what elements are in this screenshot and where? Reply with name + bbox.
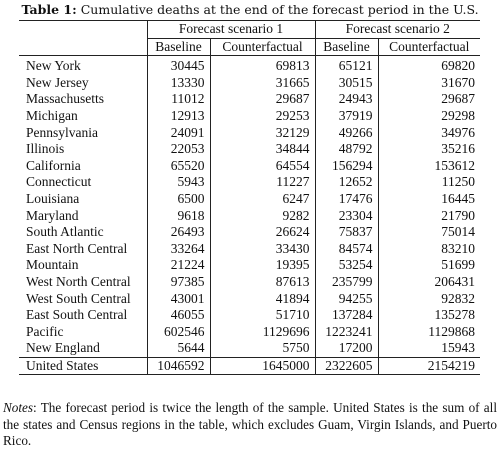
table-row [19, 174, 480, 191]
table-body [19, 56, 480, 358]
value-cell: 17476 [315, 191, 378, 208]
value-cell: 21224 [147, 257, 210, 274]
value-cell: 24091 [147, 125, 210, 142]
header-empty-cell [19, 38, 147, 56]
total-value-cell: 2322605 [315, 357, 378, 375]
value-cell: 46055 [147, 307, 210, 324]
notes-text: : The forecast period is twice the length of the sample. United States is the sum of all the states and Census regions in the table, which excludes Guam, Virgin Islands, and Puerto Rico. [3, 400, 497, 448]
value-cell: 65520 [147, 158, 210, 175]
region-cell: Mountain [26, 257, 79, 273]
region-cell: West South Central [26, 290, 131, 306]
value-cell: 29253 [210, 108, 315, 125]
region-cell: California [26, 157, 81, 173]
region-cell: Connecticut [26, 174, 92, 190]
value-cell: 41894 [210, 291, 315, 308]
region-cell: East North Central [26, 240, 128, 256]
table-row [19, 75, 480, 92]
region-cell: Michigan [26, 107, 78, 123]
value-cell: 30515 [315, 75, 378, 92]
value-cell: 69813 [210, 56, 315, 75]
value-cell: 5750 [210, 340, 315, 357]
value-cell: 31670 [378, 75, 480, 92]
value-cell: 75014 [378, 224, 480, 241]
region-cell: Massachusetts [26, 91, 104, 107]
value-cell: 43001 [147, 291, 210, 308]
region-cell: New England [26, 340, 100, 356]
value-cell: 1129696 [210, 324, 315, 341]
value-cell: 30445 [147, 56, 210, 75]
value-cell: 16445 [378, 191, 480, 208]
value-cell: 94255 [315, 291, 378, 308]
value-cell: 602546 [147, 324, 210, 341]
value-cell: 206431 [378, 274, 480, 291]
caption-text: Cumulative deaths at the end of the forecast period in the U.S. [80, 2, 479, 17]
value-cell: 29687 [210, 91, 315, 108]
value-cell: 23304 [315, 208, 378, 225]
table-row [19, 224, 480, 241]
table-row [19, 141, 480, 158]
value-cell: 64554 [210, 158, 315, 175]
table-row [19, 108, 480, 125]
value-cell: 6500 [147, 191, 210, 208]
value-cell: 53254 [315, 257, 378, 274]
value-cell: 11012 [147, 91, 210, 108]
sub-header-baseline-1: Baseline [147, 38, 210, 56]
value-cell: 92832 [378, 291, 480, 308]
region-cell: New York [26, 58, 81, 74]
value-cell: 135278 [378, 307, 480, 324]
value-cell: 83210 [378, 241, 480, 258]
value-cell: 29687 [378, 91, 480, 108]
table-row [19, 208, 480, 225]
total-row [19, 357, 480, 375]
table-row [19, 324, 480, 341]
sub-header-counterfactual-2: Counterfactual [378, 38, 480, 56]
value-cell: 156294 [315, 158, 378, 175]
region-cell: New Jersey [26, 74, 89, 90]
value-cell: 34976 [378, 125, 480, 142]
value-cell: 12913 [147, 108, 210, 125]
value-cell: 24943 [315, 91, 378, 108]
value-cell: 69820 [378, 56, 480, 75]
region-cell: Maryland [26, 207, 79, 223]
value-cell: 1223241 [315, 324, 378, 341]
value-cell: 11227 [210, 174, 315, 191]
value-cell: 34844 [210, 141, 315, 158]
value-cell: 22053 [147, 141, 210, 158]
total-value-cell: 1645000 [210, 357, 315, 375]
value-cell: 75837 [315, 224, 378, 241]
table-footer [19, 357, 480, 375]
table-row [19, 191, 480, 208]
region-cell: East South Central [26, 307, 128, 323]
region-cell: Illinois [26, 141, 65, 157]
value-cell: 87613 [210, 274, 315, 291]
table-row [19, 56, 480, 75]
table-row [19, 91, 480, 108]
table-row [19, 340, 480, 357]
value-cell: 13330 [147, 75, 210, 92]
value-cell: 153612 [378, 158, 480, 175]
deaths-table [19, 20, 480, 375]
notes-label: Notes [3, 400, 34, 415]
value-cell: 235799 [315, 274, 378, 291]
value-cell: 21790 [378, 208, 480, 225]
table-row [19, 257, 480, 274]
value-cell: 6247 [210, 191, 315, 208]
total-value-cell: 1046592 [147, 357, 210, 375]
value-cell: 49266 [315, 125, 378, 142]
total-value-cell: 2154219 [378, 357, 480, 375]
sub-header-baseline-2: Baseline [315, 38, 378, 56]
value-cell: 9618 [147, 208, 210, 225]
region-cell: Pennsylvania [26, 124, 98, 140]
region-cell: West North Central [26, 273, 131, 289]
value-cell: 26624 [210, 224, 315, 241]
value-cell: 5943 [147, 174, 210, 191]
value-cell: 32129 [210, 125, 315, 142]
value-cell: 33264 [147, 241, 210, 258]
value-cell: 97385 [147, 274, 210, 291]
value-cell: 9282 [210, 208, 315, 225]
table-notes [3, 400, 497, 450]
value-cell: 51699 [378, 257, 480, 274]
header-empty-cell [19, 21, 147, 39]
total-region-cell: United States [26, 357, 99, 373]
value-cell: 84574 [315, 241, 378, 258]
value-cell: 35216 [378, 141, 480, 158]
region-cell: Louisiana [26, 190, 80, 206]
value-cell: 48792 [315, 141, 378, 158]
value-cell: 65121 [315, 56, 378, 75]
caption-label: Table 1: [21, 2, 77, 17]
value-cell: 19395 [210, 257, 315, 274]
value-cell: 17200 [315, 340, 378, 357]
table-row [19, 291, 480, 308]
value-cell: 12652 [315, 174, 378, 191]
sub-header-counterfactual-1: Counterfactual [210, 38, 315, 56]
table-row [19, 241, 480, 258]
value-cell: 33430 [210, 241, 315, 258]
value-cell: 11250 [378, 174, 480, 191]
sub-header-row [19, 38, 480, 56]
value-cell: 51710 [210, 307, 315, 324]
value-cell: 37919 [315, 108, 378, 125]
value-cell: 31665 [210, 75, 315, 92]
group-header-row [19, 21, 480, 39]
table-row [19, 158, 480, 175]
value-cell: 1129868 [378, 324, 480, 341]
value-cell: 26493 [147, 224, 210, 241]
group-header-scenario-2: Forecast scenario 2 [315, 21, 480, 39]
group-header-scenario-1: Forecast scenario 1 [147, 21, 315, 39]
value-cell: 137284 [315, 307, 378, 324]
table-caption [0, 2, 500, 18]
table-row [19, 307, 480, 324]
table-row [19, 274, 480, 291]
table-header [19, 21, 480, 56]
value-cell: 29298 [378, 108, 480, 125]
value-cell: 5644 [147, 340, 210, 357]
table-row [19, 125, 480, 142]
region-cell: South Atlantic [26, 224, 104, 240]
value-cell: 15943 [378, 340, 480, 357]
region-cell: Pacific [26, 323, 64, 339]
